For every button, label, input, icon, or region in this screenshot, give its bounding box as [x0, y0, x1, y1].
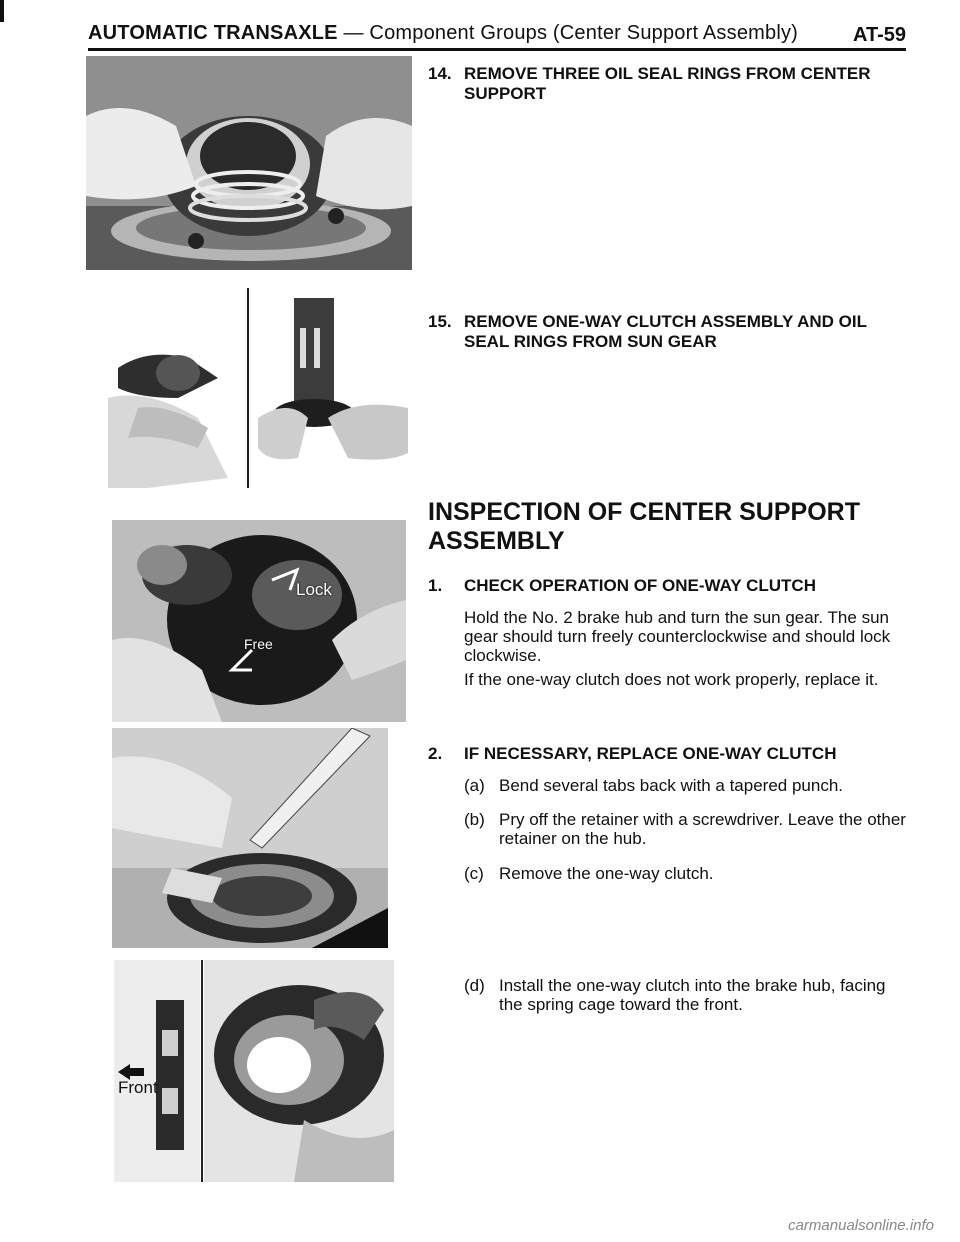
header-title — [88, 22, 798, 45]
substep-d — [464, 976, 910, 1014]
header-title-bold: AUTOMATIC TRANSAXLE — [88, 22, 338, 44]
label-free: Free — [244, 636, 273, 652]
label-lock: Lock — [296, 580, 332, 599]
inspection-2-number: 2. — [428, 744, 443, 763]
substep-a — [464, 776, 910, 795]
label-front: Front — [118, 1078, 158, 1097]
substep-b — [464, 810, 910, 848]
substep-a-label: (a) — [464, 776, 485, 795]
figure-clutch-check — [112, 520, 406, 722]
step-14-number: 14. — [428, 64, 452, 83]
page-header — [88, 14, 906, 54]
step-14-text: REMOVE THREE OIL SEAL RINGS FROM CENTER SUPPORT — [464, 64, 871, 103]
header-rule — [88, 48, 906, 51]
inspection-2 — [428, 744, 908, 764]
figure-oil-seal-rings — [86, 56, 412, 270]
inspection-2-title: IF NECESSARY, REPLACE ONE-WAY CLUTCH — [464, 744, 837, 763]
figure-sun-gear-removal — [108, 288, 408, 488]
step-15-number: 15. — [428, 312, 452, 331]
footer-watermark: carmanualsonline.info — [788, 1217, 934, 1234]
substep-a-text: Bend several tabs back with a tapered punch. — [499, 776, 843, 795]
substep-d-label: (d) — [464, 976, 485, 995]
figure-pry-retainer — [112, 728, 388, 948]
corner-mark — [0, 0, 4, 22]
substep-c — [464, 864, 910, 883]
inspection-1 — [428, 576, 908, 596]
substep-d-text: Install the one-way clutch into the brake hub, facing the spring cage toward the front. — [499, 976, 886, 1014]
figure-install-clutch — [114, 960, 394, 1182]
section-title: INSPECTION OF CENTER SUPPORT ASSEMBLY — [428, 498, 860, 555]
substep-b-text: Pry off the retainer with a screwdriver. Leave the other retainer on the hub. — [499, 810, 906, 848]
step-15 — [428, 312, 908, 352]
substep-c-label: (c) — [464, 864, 484, 883]
step-14 — [428, 64, 908, 104]
header-title-rest: — Component Groups (Center Support Assembly) — [337, 22, 799, 44]
inspection-1-paragraph-2: If the one-way clutch does not work properly, replace it. — [464, 670, 879, 689]
page-number: AT-59 — [853, 24, 906, 46]
inspection-1-title: CHECK OPERATION OF ONE-WAY CLUTCH — [464, 576, 816, 595]
inspection-1-paragraph-1: Hold the No. 2 brake hub and turn the sun gear. The sun gear should turn freely counterclockwise and should lock clockwise. — [464, 608, 891, 665]
step-15-text: REMOVE ONE-WAY CLUTCH ASSEMBLY AND OIL SEAL RINGS FROM SUN GEAR — [464, 312, 867, 351]
inspection-1-number: 1. — [428, 576, 443, 595]
substep-b-label: (b) — [464, 810, 485, 829]
substep-c-text: Remove the one-way clutch. — [499, 864, 714, 883]
